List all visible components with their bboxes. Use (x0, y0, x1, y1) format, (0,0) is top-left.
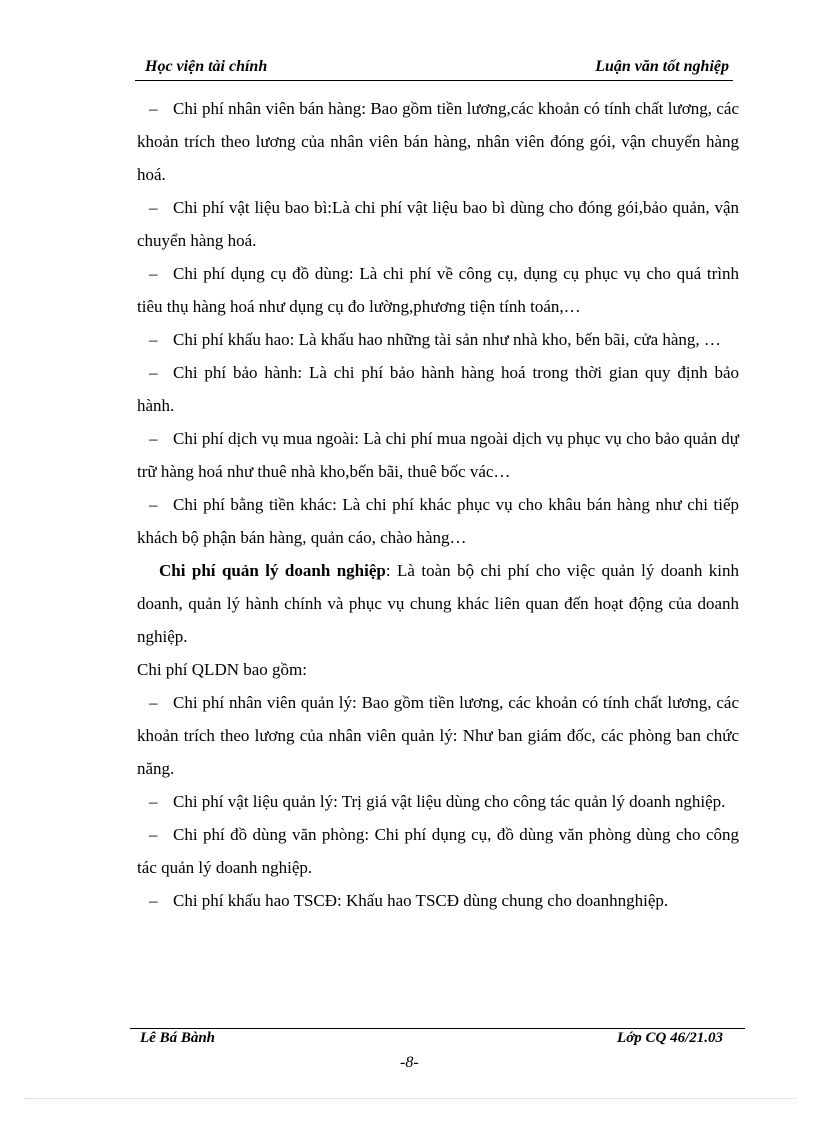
list-item: – Chi phí khấu hao: Là khấu hao những tài sản như nhà kho, bến bãi, cửa hàng, … (137, 323, 739, 356)
qldn-intro: Chi phí QLDN bao gồm: (137, 660, 307, 679)
bullet-dash: – (149, 99, 158, 118)
bullet-dash: – (149, 429, 158, 448)
list-item: – Chi phí dụng cụ đồ dùng: Là chi phí về công cụ, dụng cụ phục vụ cho quá trình tiêu thụ hàng hoá như dụng cụ đo lường,phương tiện tính toán,… (137, 257, 739, 323)
page-footer (130, 1030, 745, 1050)
bullet-dash: – (149, 495, 158, 514)
header-institution: Học viện tài chính (145, 58, 268, 75)
header-document-type: Luận văn tốt nghiệp (595, 58, 729, 75)
qldn-term: Chi phí quản lý doanh nghiệp (159, 561, 386, 580)
list-item: – Chi phí bằng tiền khác: Là chi phí khác phục vụ cho khâu bán hàng như chi tiếp khách bộ phận bán hàng, quản cáo, chào hàng… (137, 488, 739, 554)
bullet-dash: – (149, 825, 158, 844)
bullet-dash: – (149, 792, 158, 811)
bullet-dash: – (149, 891, 158, 910)
bullet-dash: – (149, 330, 158, 349)
list-item: – Chi phí nhân viên quản lý: Bao gồm tiền lương, các khoản có tính chất lương, các khoản trích theo lương của nhân viên quản lý: Như ban giám đốc, các phòng ban chức năng. (137, 686, 739, 785)
list-item: – Chi phí vật liệu bao bì:Là chi phí vật liệu bao bì dùng cho đóng gói,bảo quản, vận chuyển hàng hoá. (137, 191, 739, 257)
bullet-dash: – (149, 264, 158, 283)
footer-class: Lớp CQ 46/21.03 (617, 1030, 723, 1046)
bullet-dash: – (149, 363, 158, 382)
footer-divider (130, 1028, 745, 1029)
qldn-paragraph: Chi phí quản lý doanh nghiệp: Là toàn bộ chi phí cho việc quản lý doanh kinh doanh, quản lý hành chính và phục vụ chung khác liên quan đến hoạt động của doanh nghiệp. (137, 561, 740, 646)
page-edge-divider (24, 1098, 796, 1099)
page-number: -8- (400, 1054, 419, 1071)
bullet-dash: – (149, 198, 158, 217)
footer-author: Lê Bá Bành (140, 1030, 216, 1046)
list-item: – Chi phí bảo hành: Là chi phí bảo hành hàng hoá trong thời gian quy định bảo hành. (137, 356, 739, 422)
list-item: – Chi phí nhân viên bán hàng: Bao gồm tiền lương,các khoản có tính chất lương, các khoản trích theo lương của nhân viên bán hàng, nhân viên đóng gói, vận chuyển hàng hoá. (137, 92, 739, 191)
document-body (137, 92, 739, 917)
list-item: – Chi phí đồ dùng văn phòng: Chi phí dụng cụ, đồ dùng văn phòng dùng cho công tác quản lý doanh nghiệp. (137, 818, 739, 884)
list-item: – Chi phí vật liệu quản lý: Trị giá vật liệu dùng cho công tác quản lý doanh nghiệp. (137, 785, 739, 818)
bullet-dash: – (149, 693, 158, 712)
page-header (135, 56, 733, 81)
list-item: – Chi phí khấu hao TSCĐ: Khấu hao TSCĐ dùng chung cho doanhnghiệp. (137, 884, 739, 917)
list-item: – Chi phí dịch vụ mua ngoài: Là chi phí mua ngoài dịch vụ phục vụ cho bảo quản dự trữ hàng hoá như thuê nhà kho,bến bãi, thuê bốc vác… (137, 422, 739, 488)
